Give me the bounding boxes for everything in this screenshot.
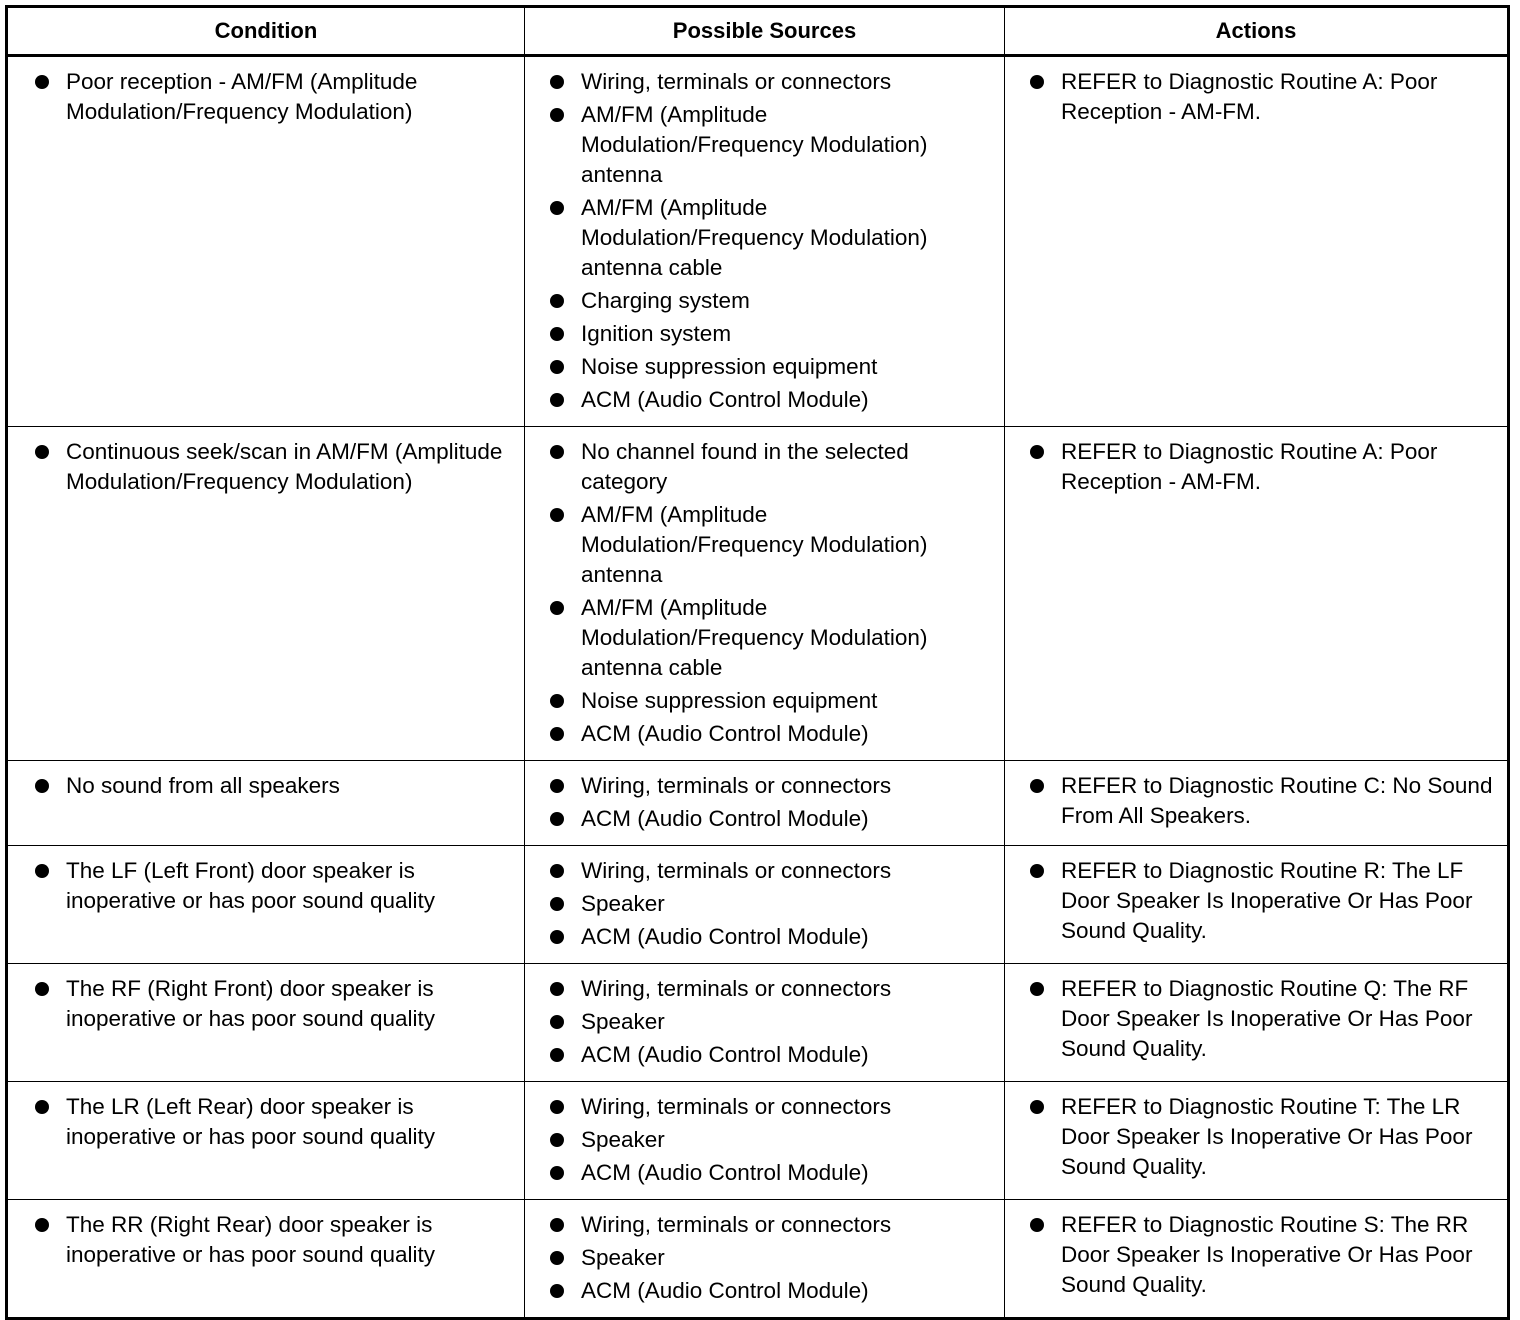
list-item bbox=[547, 922, 996, 952]
list-item-text: The LF (Left Front) door speaker is inoperative or has poor sound quality bbox=[66, 858, 435, 913]
condition-cell bbox=[7, 846, 525, 964]
bullet-icon bbox=[550, 327, 564, 341]
list-item bbox=[547, 286, 996, 316]
bullet-icon bbox=[550, 1048, 564, 1062]
bullet-list bbox=[1027, 1210, 1503, 1300]
bullet-icon bbox=[35, 75, 49, 89]
list-item bbox=[547, 1007, 996, 1037]
bullet-icon bbox=[35, 1100, 49, 1114]
list-item bbox=[1027, 974, 1503, 1064]
table-row bbox=[7, 427, 1509, 761]
bullet-list bbox=[32, 1210, 516, 1270]
list-item bbox=[547, 686, 996, 716]
bullet-icon bbox=[550, 1284, 564, 1298]
list-item-text: REFER to Diagnostic Routine R: The LF Door Speaker Is Inoperative Or Has Poor Sound Quality. bbox=[1061, 858, 1473, 943]
list-item bbox=[547, 1210, 996, 1240]
bullet-icon bbox=[550, 1015, 564, 1029]
list-item-text: The RR (Right Rear) door speaker is inoperative or has poor sound quality bbox=[66, 1212, 435, 1267]
condition-cell bbox=[7, 761, 525, 846]
bullet-icon bbox=[1030, 864, 1044, 878]
list-item bbox=[547, 1040, 996, 1070]
bullet-icon bbox=[550, 897, 564, 911]
list-item bbox=[547, 1125, 996, 1155]
bullet-icon bbox=[550, 108, 564, 122]
list-item bbox=[547, 352, 996, 382]
bullet-list bbox=[547, 856, 996, 952]
list-item-text: Wiring, terminals or connectors bbox=[581, 1212, 892, 1237]
list-item bbox=[32, 67, 516, 127]
actions-cell bbox=[1005, 761, 1509, 846]
bullet-icon bbox=[550, 1166, 564, 1180]
list-item-text: Poor reception - AM/FM (Amplitude Modulation/Frequency Modulation) bbox=[66, 69, 418, 124]
list-item-text: No sound from all speakers bbox=[66, 773, 340, 798]
list-item bbox=[547, 889, 996, 919]
list-item-text: Noise suppression equipment bbox=[581, 354, 878, 379]
bullet-icon bbox=[1030, 75, 1044, 89]
list-item-text: Speaker bbox=[581, 1127, 665, 1152]
bullet-list bbox=[547, 974, 996, 1070]
bullet-icon bbox=[550, 445, 564, 459]
list-item bbox=[547, 856, 996, 886]
list-item-text: Wiring, terminals or connectors bbox=[581, 1094, 892, 1119]
list-item-text: Charging system bbox=[581, 288, 750, 313]
bullet-icon bbox=[550, 727, 564, 741]
bullet-list bbox=[32, 771, 516, 801]
list-item bbox=[1027, 1092, 1503, 1182]
list-item-text: Wiring, terminals or connectors bbox=[581, 976, 892, 1001]
list-item bbox=[32, 771, 516, 801]
bullet-icon bbox=[550, 601, 564, 615]
list-item-text: Speaker bbox=[581, 1245, 665, 1270]
table-row bbox=[7, 846, 1509, 964]
condition-cell bbox=[7, 427, 525, 761]
bullet-list bbox=[32, 437, 516, 497]
list-item bbox=[32, 1210, 516, 1270]
bullet-icon bbox=[550, 779, 564, 793]
list-item-text: The RF (Right Front) door speaker is inoperative or has poor sound quality bbox=[66, 976, 435, 1031]
list-item-text: REFER to Diagnostic Routine S: The RR Door Speaker Is Inoperative Or Has Poor Sound Quality. bbox=[1061, 1212, 1473, 1297]
list-item-text: ACM (Audio Control Module) bbox=[581, 1042, 869, 1067]
bullet-list bbox=[32, 856, 516, 916]
bullet-icon bbox=[550, 1218, 564, 1232]
table-row bbox=[7, 56, 1509, 427]
table-row bbox=[7, 1082, 1509, 1200]
table-body bbox=[7, 56, 1509, 1319]
column-header-possible-sources: Possible Sources bbox=[525, 7, 1005, 56]
possible-sources-cell bbox=[525, 1200, 1005, 1319]
bullet-icon bbox=[1030, 982, 1044, 996]
table-row bbox=[7, 964, 1509, 1082]
list-item-text: Speaker bbox=[581, 1009, 665, 1034]
bullet-list bbox=[1027, 1092, 1503, 1182]
list-item bbox=[547, 593, 996, 683]
bullet-icon bbox=[550, 694, 564, 708]
list-item bbox=[1027, 437, 1503, 497]
list-item-text: REFER to Diagnostic Routine Q: The RF Door Speaker Is Inoperative Or Has Poor Sound Quality. bbox=[1061, 976, 1473, 1061]
bullet-list bbox=[547, 67, 996, 415]
list-item-text: ACM (Audio Control Module) bbox=[581, 721, 869, 746]
diagnostic-table bbox=[5, 5, 1510, 1320]
bullet-icon bbox=[550, 360, 564, 374]
actions-cell bbox=[1005, 427, 1509, 761]
list-item-text: The LR (Left Rear) door speaker is inoperative or has poor sound quality bbox=[66, 1094, 435, 1149]
bullet-icon bbox=[35, 445, 49, 459]
bullet-icon bbox=[1030, 445, 1044, 459]
list-item-text: Wiring, terminals or connectors bbox=[581, 773, 892, 798]
list-item bbox=[1027, 771, 1503, 831]
bullet-icon bbox=[35, 864, 49, 878]
possible-sources-cell bbox=[525, 846, 1005, 964]
list-item-text: Speaker bbox=[581, 891, 665, 916]
bullet-icon bbox=[550, 201, 564, 215]
list-item-text: Wiring, terminals or connectors bbox=[581, 69, 892, 94]
bullet-icon bbox=[550, 1100, 564, 1114]
bullet-icon bbox=[1030, 1100, 1044, 1114]
header-row bbox=[7, 7, 1509, 56]
list-item bbox=[1027, 856, 1503, 946]
list-item bbox=[547, 193, 996, 283]
list-item bbox=[547, 100, 996, 190]
list-item bbox=[1027, 1210, 1503, 1300]
list-item-text: REFER to Diagnostic Routine C: No Sound From All Speakers. bbox=[1061, 773, 1493, 828]
table-row bbox=[7, 761, 1509, 846]
bullet-icon bbox=[35, 982, 49, 996]
list-item bbox=[32, 437, 516, 497]
actions-cell bbox=[1005, 846, 1509, 964]
bullet-icon bbox=[550, 393, 564, 407]
list-item bbox=[547, 719, 996, 749]
bullet-icon bbox=[1030, 1218, 1044, 1232]
bullet-list bbox=[1027, 974, 1503, 1064]
bullet-list bbox=[1027, 67, 1503, 127]
list-item bbox=[547, 500, 996, 590]
list-item bbox=[32, 856, 516, 916]
list-item-text: AM/FM (Amplitude Modulation/Frequency Modulation) antenna cable bbox=[581, 195, 928, 280]
list-item-text: AM/FM (Amplitude Modulation/Frequency Modulation) antenna cable bbox=[581, 595, 928, 680]
bullet-icon bbox=[35, 779, 49, 793]
actions-cell bbox=[1005, 964, 1509, 1082]
possible-sources-cell bbox=[525, 761, 1005, 846]
bullet-icon bbox=[550, 1251, 564, 1265]
bullet-list bbox=[547, 1210, 996, 1306]
bullet-icon bbox=[550, 812, 564, 826]
list-item-text: ACM (Audio Control Module) bbox=[581, 806, 869, 831]
bullet-list bbox=[547, 771, 996, 834]
actions-cell bbox=[1005, 56, 1509, 427]
actions-cell bbox=[1005, 1200, 1509, 1319]
column-header-actions: Actions bbox=[1005, 7, 1509, 56]
bullet-list bbox=[547, 1092, 996, 1188]
list-item-text: Continuous seek/scan in AM/FM (Amplitude Modulation/Frequency Modulation) bbox=[66, 439, 503, 494]
bullet-list bbox=[32, 1092, 516, 1152]
list-item-text: Ignition system bbox=[581, 321, 732, 346]
possible-sources-cell bbox=[525, 56, 1005, 427]
bullet-list bbox=[32, 974, 516, 1034]
condition-cell bbox=[7, 1082, 525, 1200]
condition-cell bbox=[7, 1200, 525, 1319]
list-item-text: AM/FM (Amplitude Modulation/Frequency Modulation) antenna bbox=[581, 502, 928, 587]
list-item-text: Noise suppression equipment bbox=[581, 688, 878, 713]
condition-cell bbox=[7, 964, 525, 1082]
list-item bbox=[547, 67, 996, 97]
condition-cell bbox=[7, 56, 525, 427]
bullet-icon bbox=[550, 294, 564, 308]
list-item-text: No channel found in the selected category bbox=[581, 439, 909, 494]
possible-sources-cell bbox=[525, 427, 1005, 761]
list-item bbox=[547, 385, 996, 415]
list-item-text: REFER to Diagnostic Routine A: Poor Reception - AM-FM. bbox=[1061, 69, 1438, 124]
list-item bbox=[547, 1158, 996, 1188]
actions-cell bbox=[1005, 1082, 1509, 1200]
bullet-icon bbox=[1030, 779, 1044, 793]
list-item bbox=[547, 1243, 996, 1273]
list-item-text: REFER to Diagnostic Routine T: The LR Door Speaker Is Inoperative Or Has Poor Sound Quality. bbox=[1061, 1094, 1473, 1179]
table-row bbox=[7, 1200, 1509, 1319]
possible-sources-cell bbox=[525, 964, 1005, 1082]
list-item-text: ACM (Audio Control Module) bbox=[581, 1160, 869, 1185]
bullet-icon bbox=[35, 1218, 49, 1232]
list-item bbox=[32, 974, 516, 1034]
bullet-list bbox=[547, 437, 996, 749]
bullet-list bbox=[32, 67, 516, 127]
bullet-icon bbox=[550, 930, 564, 944]
bullet-list bbox=[1027, 437, 1503, 497]
list-item-text: AM/FM (Amplitude Modulation/Frequency Modulation) antenna bbox=[581, 102, 928, 187]
bullet-icon bbox=[550, 1133, 564, 1147]
list-item bbox=[547, 771, 996, 801]
list-item-text: REFER to Diagnostic Routine A: Poor Reception - AM-FM. bbox=[1061, 439, 1438, 494]
list-item-text: ACM (Audio Control Module) bbox=[581, 1278, 869, 1303]
list-item bbox=[1027, 67, 1503, 127]
bullet-icon bbox=[550, 508, 564, 522]
bullet-list bbox=[1027, 771, 1503, 831]
list-item bbox=[32, 1092, 516, 1152]
bullet-icon bbox=[550, 982, 564, 996]
list-item bbox=[547, 319, 996, 349]
possible-sources-cell bbox=[525, 1082, 1005, 1200]
list-item bbox=[547, 1276, 996, 1306]
list-item bbox=[547, 437, 996, 497]
bullet-icon bbox=[550, 75, 564, 89]
list-item bbox=[547, 974, 996, 1004]
bullet-icon bbox=[550, 864, 564, 878]
bullet-list bbox=[1027, 856, 1503, 946]
column-header-condition: Condition bbox=[7, 7, 525, 56]
list-item bbox=[547, 1092, 996, 1122]
list-item-text: Wiring, terminals or connectors bbox=[581, 858, 892, 883]
list-item-text: ACM (Audio Control Module) bbox=[581, 924, 869, 949]
list-item bbox=[547, 804, 996, 834]
list-item-text: ACM (Audio Control Module) bbox=[581, 387, 869, 412]
